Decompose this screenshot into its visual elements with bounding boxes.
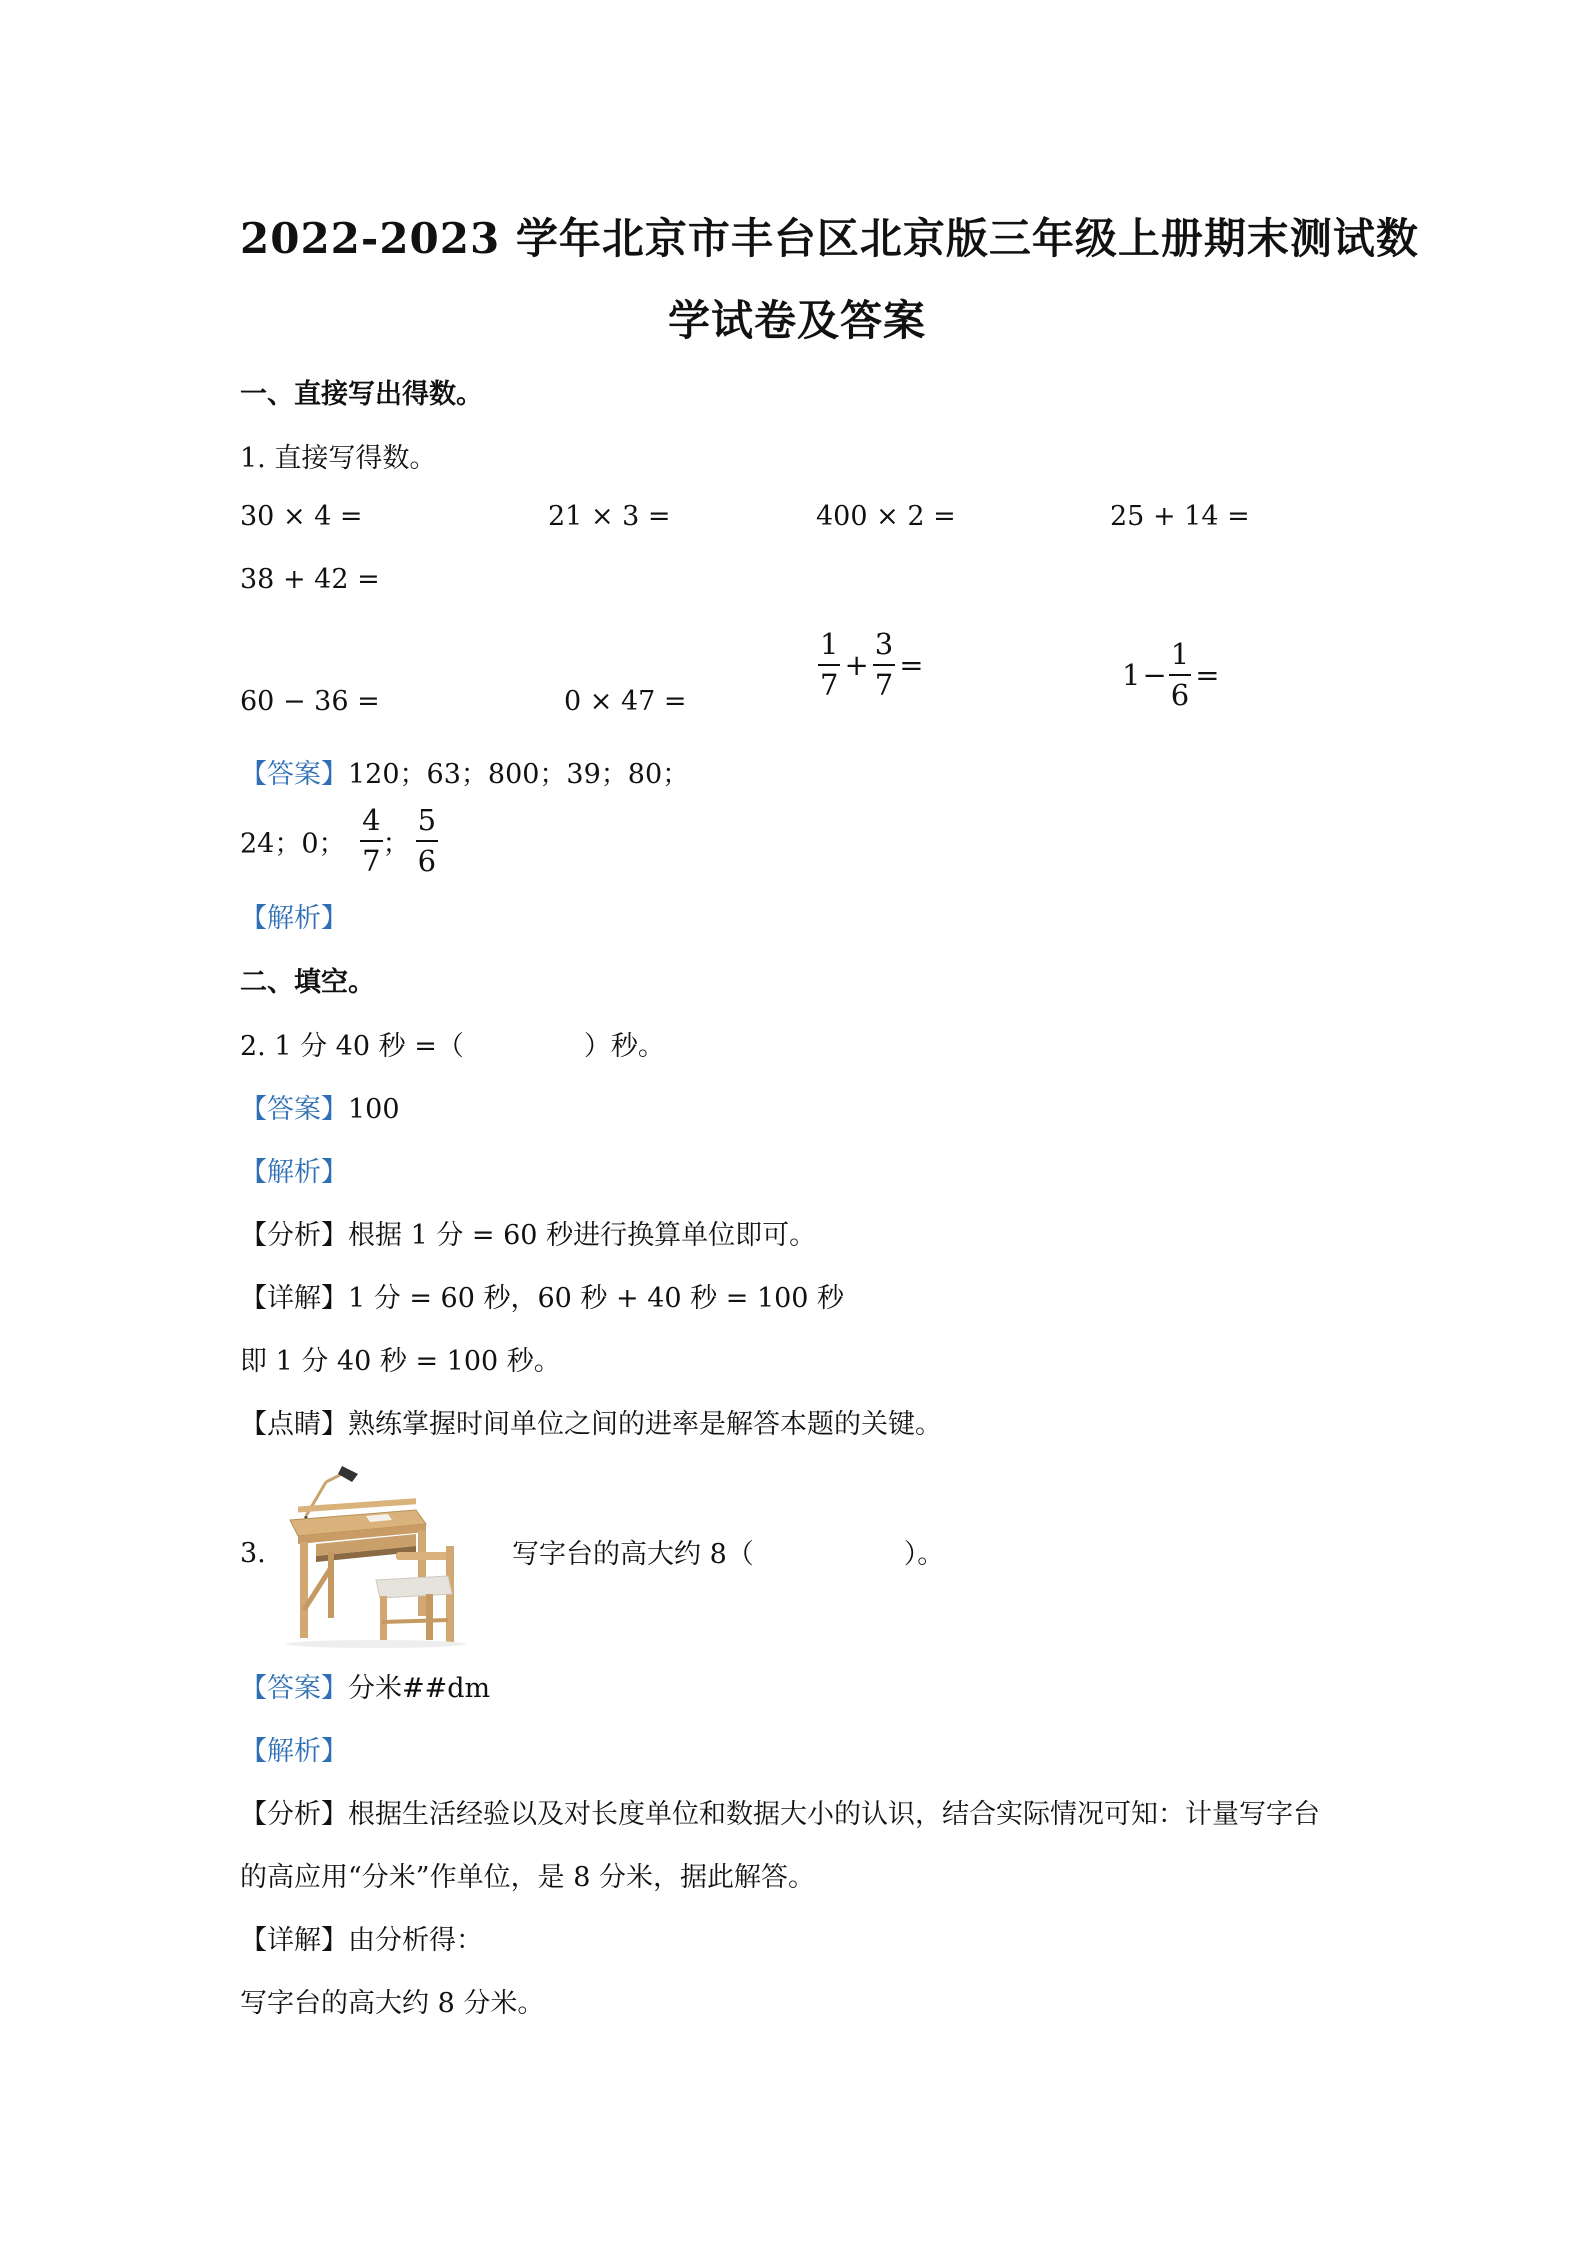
answer-fraction-2 — [416, 803, 438, 878]
numerator: 1 — [1170, 637, 1190, 671]
xiangjie-text: 由分析得： — [348, 1925, 483, 1956]
q1-analysis-label: 【解析】 — [240, 903, 348, 934]
plus-sign: + — [844, 648, 869, 682]
q3-answer — [240, 1666, 490, 1705]
q3-number: 3. — [240, 1538, 266, 1569]
answer-text: 100 — [348, 1094, 400, 1125]
q3-analysis-label: 【解析】 — [240, 1736, 348, 1767]
q1-item-4: 25 + 14 = — [1110, 501, 1250, 532]
q2-stem-end: ）秒。 — [583, 1031, 665, 1062]
q1-item-7: 0 × 47 = — [564, 686, 687, 717]
numerator: 3 — [874, 627, 894, 661]
answer-label: 【答案】 — [240, 1094, 348, 1125]
q1-answer — [240, 752, 689, 791]
q1-item-3: 400 × 2 = — [816, 501, 956, 532]
q3-stem-end: ）。 — [903, 1539, 945, 1570]
q3-stem — [512, 1532, 944, 1571]
q3-stem-start: 写字台的高大约 8（ — [512, 1539, 754, 1570]
fenxi-label: 【分析】 — [240, 1799, 348, 1830]
numerator: 4 — [362, 803, 381, 837]
q1-stem: 1. 直接写得数。 — [240, 443, 437, 474]
fraction — [1169, 637, 1191, 712]
dianjing-text: 熟练掌握时间单位之间的进率是解答本题的关键。 — [348, 1409, 942, 1440]
section1-heading: 一、直接写出得数。 — [240, 379, 483, 410]
denominator: 7 — [874, 668, 894, 702]
q1-fraction-sum — [818, 627, 928, 702]
minus-sign: − — [1142, 658, 1167, 692]
answer-fraction-1 — [360, 803, 382, 878]
fraction — [873, 627, 895, 702]
q2-xiangjie — [240, 1276, 844, 1315]
q2-fenxi — [240, 1213, 816, 1252]
denominator: 7 — [820, 668, 839, 702]
xiangjie-label: 【详解】 — [240, 1925, 348, 1956]
denominator: 6 — [417, 844, 437, 878]
answer-text: 24；0； — [240, 828, 346, 860]
xiangjie-text: 1 分 = 60 秒，60 秒 + 40 秒 = 100 秒 — [348, 1283, 845, 1314]
q2-dianjing — [240, 1402, 942, 1441]
q2-answer — [240, 1087, 400, 1126]
separator: ； — [382, 828, 410, 860]
document-title-line1: 2022-2023 学年北京市丰台区北京版三年级上册期末测试数 — [240, 214, 1419, 263]
q2-xiangjie-line2: 即 1 分 40 秒 = 100 秒。 — [240, 1346, 561, 1377]
fenxi-text: 根据 1 分 = 60 秒进行换算单位即可。 — [348, 1220, 817, 1251]
dianjing-label: 【点睛】 — [240, 1409, 348, 1440]
q1-fraction-difference — [1122, 637, 1224, 712]
section2-heading: 二、填空。 — [240, 967, 375, 998]
equals-sign: = — [1195, 658, 1220, 692]
numerator: 1 — [820, 627, 839, 661]
document-title-line2: 学试卷及答案 — [668, 296, 927, 345]
desk-with-chair-icon — [276, 1460, 486, 1650]
xiangjie-label: 【详解】 — [240, 1283, 348, 1314]
q1-item-1: 30 × 4 = — [240, 501, 363, 532]
desk-illustration — [276, 1460, 486, 1650]
denominator: 7 — [362, 844, 381, 878]
equals-sign: = — [899, 648, 924, 682]
answer-label: 【答案】 — [240, 759, 348, 790]
answer-text: 分米##dm — [348, 1673, 491, 1704]
fenxi-label: 【分析】 — [240, 1220, 348, 1251]
answer-text: 120；63；800；39；80； — [348, 759, 690, 790]
fraction — [818, 627, 840, 702]
fenxi-text: 根据生活经验以及对长度单位和数据大小的认识，结合实际情况可知：计量写字台 — [348, 1799, 1320, 1830]
numerator: 5 — [417, 803, 437, 837]
whole-number: 1 — [1122, 658, 1141, 692]
q1-item-5: 38 + 42 = — [240, 564, 380, 595]
q2-stem — [240, 1024, 665, 1063]
q2-analysis-label: 【解析】 — [240, 1157, 348, 1188]
q3-xiangjie — [240, 1918, 483, 1957]
q3-fenxi — [240, 1792, 1320, 1831]
q2-stem-start: 2. 1 分 40 秒 =（ — [240, 1031, 464, 1062]
q1-item-2: 21 × 3 = — [548, 501, 671, 532]
q1-answer-line2 — [240, 803, 438, 878]
q3-fenxi-line2: 的高应用“分米”作单位，是 8 分米，据此解答。 — [240, 1862, 815, 1893]
denominator: 6 — [1170, 678, 1190, 712]
q1-item-6: 60 − 36 = — [240, 686, 380, 717]
q3-xiangjie-line2: 写字台的高大约 8 分米。 — [240, 1988, 545, 2019]
answer-label: 【答案】 — [240, 1673, 348, 1704]
